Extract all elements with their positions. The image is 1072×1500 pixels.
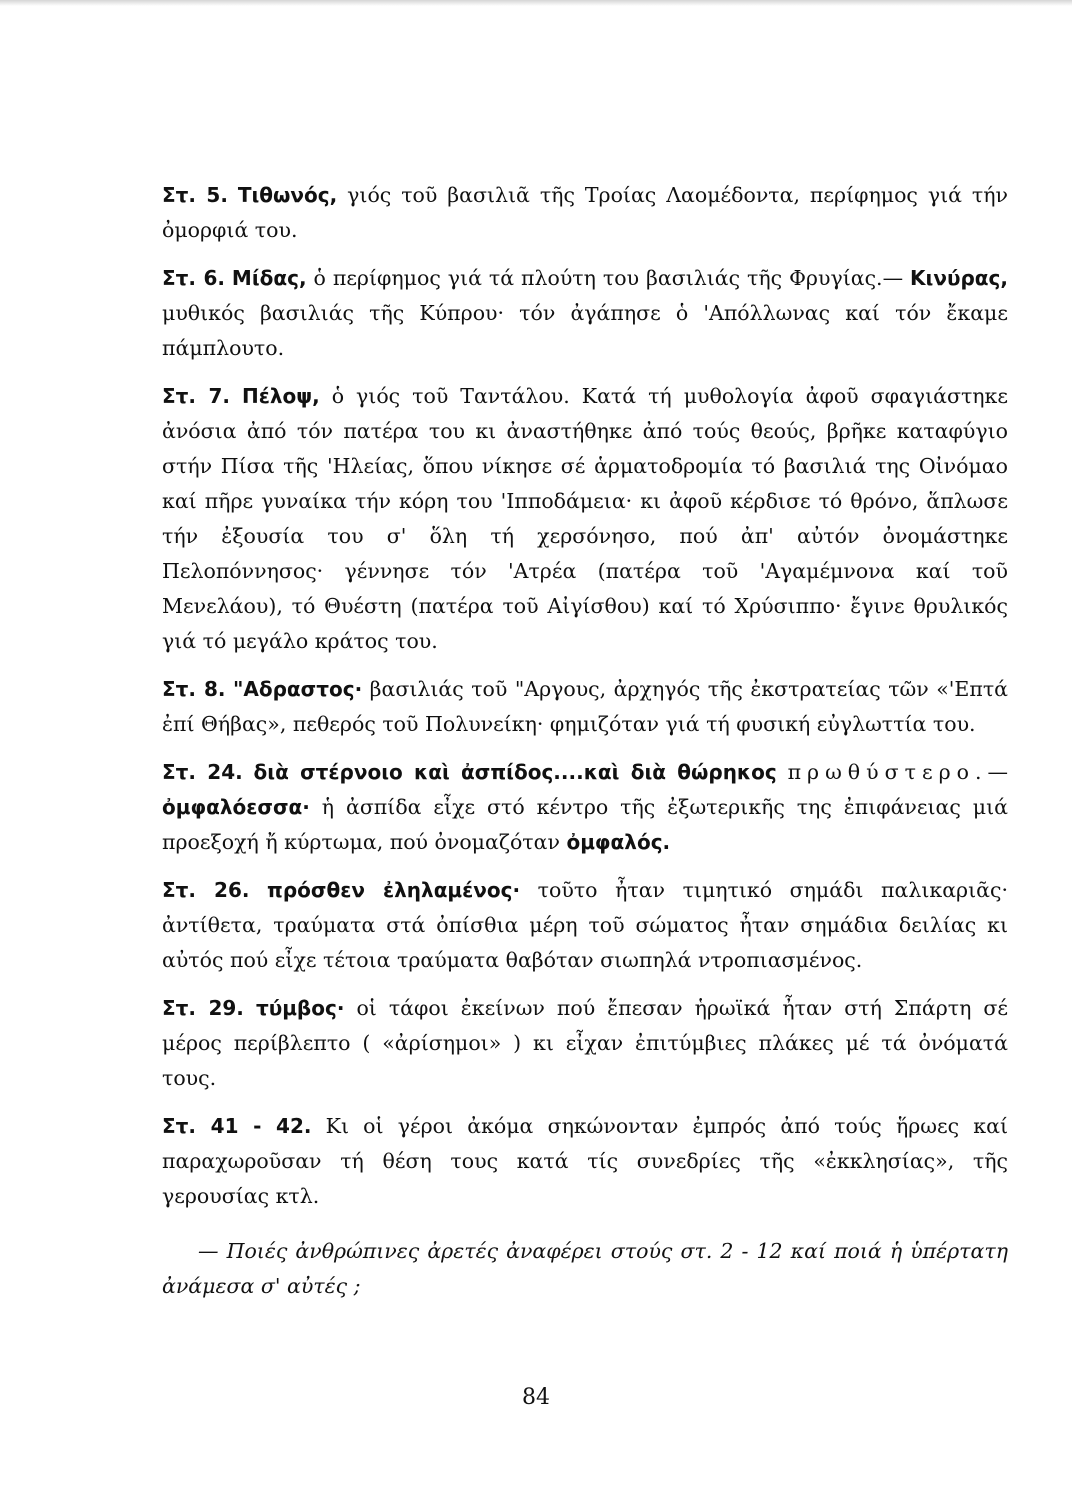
lemma: τύμβος· — [255, 996, 345, 1020]
note-line-6 — [162, 261, 1008, 366]
note-text: βασιλιάς τοῦ "Αργους, ἀρχηγός τῆς ἐκστρατείας τῶν «'Επτά ἐπί Θήβας», πεθερός τοῦ Πολυνείκη· φημιζόταν γιά τή φυσική εὐγλωττία του. — [162, 677, 1009, 736]
line-ref: Στ. 5. — [162, 183, 228, 207]
line-ref: Στ. 8. — [162, 677, 226, 701]
lemma: πρόσθεν ἐληλαμένος· — [267, 878, 521, 902]
page-edge — [0, 0, 1072, 6]
note-line-26 — [162, 873, 1008, 978]
note-text: Κι οἱ γέροι ἀκόμα σηκώνονταν ἐμπρός ἀπό τούς ἥρωες καί παραχωροῦσαν τή θέση τους κατά τίς συνεδρίες τῆς «ἐκκλησίας», τῆς γερουσίας κτλ. — [162, 1114, 1008, 1208]
spaced-term: πρωθύστερο. — [787, 760, 988, 784]
lemma: ὀμφαλόεσσα· — [162, 795, 310, 819]
note-line-29 — [162, 991, 1008, 1096]
line-ref: Στ. 29. — [162, 996, 244, 1020]
note-text: ὁ γιός τοῦ Ταντάλου. Κατά τή μυθολογία ἀφοῦ σφαγιάστηκε ἀνόσια ἀπό τόν πατέρα του κι ἀναστήθηκε ἀπό τούς θεούς, βρῆκε καταφύγιο στήν Πίσα τῆς 'Ηλείας, ὅπου νίκησε σέ ἁρματοδρομία τό βασιλιά της Οἰνόμαο καί πῆρε γυναίκα τήν κόρη του 'Ιπποδάμεια· κι ἀφοῦ κέρδισε τό θρόνο, ἅπλωσε τήν ἐξουσία του σ' ὅλη τή χερσόνησο, πού ἀπ' αὐτόν ὀνομάστηκε Πελοπόννησος· γέννησε τόν 'Ατρέα (πατέρα τοῦ 'Αγαμέμνονα καί τοῦ Μενελάου), τό Θυέστη (πατέρα τοῦ Αἰγίσθου) καί τό Χρύσιππο· ἔγινε θρυλικός γιά τό μεγάλο κράτος του. — [162, 384, 1008, 653]
lemma: Κινύρας, — [910, 266, 1008, 290]
note-line-7 — [162, 379, 1008, 659]
line-ref: Στ. 6. — [162, 266, 225, 290]
note-text: οἱ τάφοι ἐκείνων πού ἔπεσαν ἡρωϊκά ἦταν στή Σπάρτη σέ μέρος περίβλεπτο ( «ἀρίσημοι» ) κι εἶχαν ἐπιτύμβιες πλάκες μέ τά ὀνόματά τους. — [162, 996, 1008, 1090]
line-ref: Στ. 7. — [162, 384, 230, 408]
note-line-8 — [162, 672, 1008, 742]
note-text: ὁ περίφημος γιά τά πλούτη του βασιλιάς τῆς Φρυγίας.— — [306, 266, 911, 290]
commentary-notes — [162, 178, 1008, 1317]
note-line-41-42 — [162, 1109, 1008, 1214]
page-number: 84 — [522, 1385, 550, 1410]
lemma: Πέλοψ, — [241, 384, 320, 408]
lemma: "Αδραστος· — [232, 677, 363, 701]
note-line-24 — [162, 755, 1008, 860]
study-question: — Ποιές ἀνθρώπινες ἀρετές ἀναφέρει στούς στ. 2 - 12 καί ποιά ἡ ὑπέρτατη ἀνάμεσα σ' αὐτές ; — [162, 1239, 1008, 1298]
line-ref: Στ. 26. — [162, 878, 250, 902]
note-line-5 — [162, 178, 1008, 248]
dash: — — [987, 760, 1008, 784]
lemma: Τιθωνός, — [237, 183, 338, 207]
lemma: Μίδας, — [231, 266, 307, 290]
line-ref: Στ. 41 - 42. — [162, 1114, 312, 1138]
lemma: ὀμφαλός. — [566, 830, 671, 854]
note-text: γιός τοῦ βασιλιᾶ τῆς Τροίας Λαομέδοντα, περίφημος γιά τήν ὀμορφιά του. — [162, 183, 1008, 242]
line-ref: Στ. 24. — [162, 760, 243, 784]
note-text: ἡ ἀσπίδα εἶχε στό κέντρο τῆς ἐξωτερικῆς της ἐπιφάνειας μιά προεξοχή ἤ κύρτωμα, πού ὀνομαζόταν — [162, 795, 1008, 854]
note-text: μυθικός βασιλιάς τῆς Κύπρου· τόν ἀγάπησε ὁ 'Απόλλωνας καί τόν ἔκαμε πάμπλουτο. — [162, 301, 1008, 360]
note-text: τοῦτο ἦταν τιμητικό σημάδι παλικαριᾶς· ἀντίθετα, τραύματα στά ὀπίσθια μέρη τοῦ σώματος ἦταν σημάδια δειλίας κι αὐτός πού εἶχε τέτοια τραύματα θαβόταν σιωπηλά ντροπιασμένος. — [162, 878, 1008, 972]
lemma: διὰ στέρνοιο καὶ ἀσπίδος....καὶ διὰ θώρηκος — [253, 760, 777, 784]
